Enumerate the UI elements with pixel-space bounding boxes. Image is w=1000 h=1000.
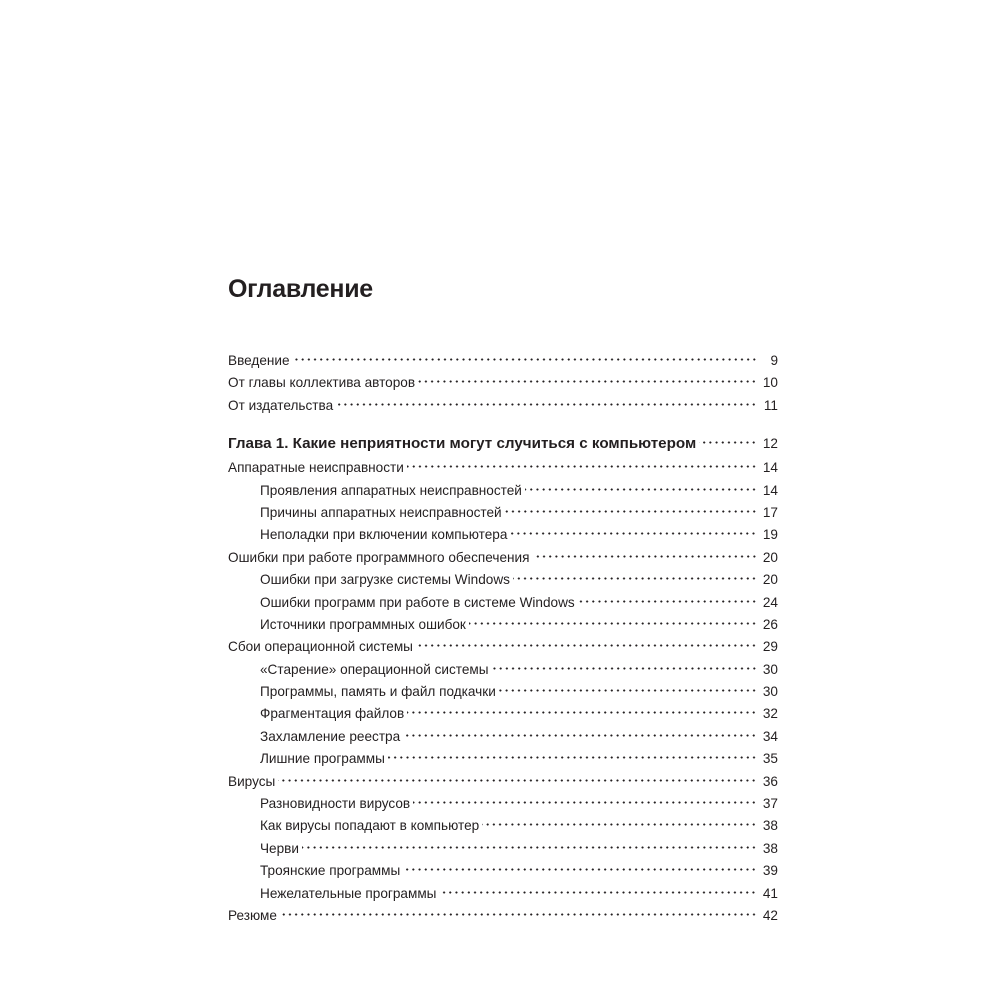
toc-entry-label: От главы коллектива авторов [228,375,416,391]
dot-leader [336,403,757,406]
toc-entry-label: Вирусы [228,773,276,789]
dot-leader [525,488,757,491]
dot-leader [407,711,757,714]
page-title: Оглавление [228,275,373,303]
toc-page-number: 19 [762,527,778,543]
dot-leader [505,510,757,513]
dot-leader [482,823,757,826]
dot-leader [533,555,758,558]
toc-page-number: 17 [762,504,778,520]
toc-page-number: 30 [762,684,778,700]
toc-page-number: 30 [762,661,778,677]
toc-page-number: 14 [762,460,778,476]
dot-leader [416,644,757,647]
toc-entry-label: Источники программных ошибок [260,616,466,632]
toc-subsection[interactable] [228,883,778,905]
toc-page-number: 38 [762,840,778,856]
dot-leader [439,891,757,894]
dot-leader [280,913,757,916]
toc-entry-label: Сбои операционной системы [228,639,413,655]
toc-section-software-errors[interactable] [228,547,778,569]
toc-subsection[interactable] [228,860,778,882]
toc-entry-label: Лишние программы [260,751,385,767]
toc-entry-label: Нежелательные программы [260,885,437,901]
toc-entry-label: Ошибки программ при работе в системе Windows [260,594,575,610]
toc-page-number: 9 [770,353,778,368]
toc-page-number: 11 [763,397,778,413]
dot-leader [499,689,757,692]
toc-entry-label: Аппаратные неисправности [228,460,404,476]
toc-page-number: 35 [762,751,778,767]
toc-page-number: 20 [762,549,778,565]
toc-page-number: 42 [762,907,778,923]
toc-page-number: 32 [762,706,778,722]
toc-page-number: 10 [762,375,778,391]
dot-leader [578,600,757,603]
toc-entry-label: Введение [228,353,290,368]
toc-subsection[interactable] [228,659,778,681]
toc-entry-label: Проявления аппаратных неисправностей [260,482,522,498]
toc-entry-label: Программы, память и файл подкачки [260,684,496,700]
toc-entry-introduction[interactable] [228,350,778,372]
toc-entry-label: Захламление реестра [260,728,401,744]
dot-leader [699,441,757,444]
dot-leader [293,358,757,361]
dot-leader [510,532,757,535]
toc-section-hardware-faults[interactable] [228,457,778,479]
toc-page-number: 24 [762,594,778,610]
dot-leader [469,622,757,625]
toc-page-number: 20 [762,572,778,588]
toc-page-number: 26 [762,616,778,632]
toc-chapter-label: Глава 1. Какие неприятности могут случиться с компьютером [228,435,697,453]
toc-subsection[interactable] [228,815,778,837]
toc-entry-label: Троянские программы [260,863,401,879]
toc-entry-label: Черви [260,840,299,856]
dot-leader [413,801,757,804]
toc-entry-label: От издательства [228,397,334,413]
toc-entry-label: «Старение» операционной системы [260,661,489,677]
toc-entry-label: Ошибки при работе программного обеспечения [228,549,530,565]
toc-section-os-failures[interactable] [228,636,778,658]
toc-page-number: 37 [762,796,778,812]
dot-leader [403,868,757,871]
dot-leader [418,380,757,383]
toc-page-number: 29 [762,639,778,655]
toc-chapter-1[interactable] [228,431,778,457]
toc-section-viruses[interactable] [228,771,778,793]
toc-subsection[interactable] [228,681,778,703]
toc-entry-label: Неполадки при включении компьютера [260,527,508,543]
toc-subsection[interactable] [228,703,778,725]
dot-leader [388,756,757,759]
toc-entry-label: Разновидности вирусов [260,796,411,812]
toc-entry-label: Резюме [228,907,277,923]
dot-leader [513,577,757,580]
toc-subsection[interactable] [228,502,778,524]
dot-leader [407,465,757,468]
toc-page-number: 14 [762,482,778,498]
toc-subsection[interactable] [228,592,778,614]
toc-entry-from-lead-author[interactable] [228,372,778,394]
toc-entry-label: Ошибки при загрузке системы Windows [260,572,510,588]
dot-leader [302,846,757,849]
toc-page-number: 36 [762,773,778,789]
dot-leader [278,779,757,782]
table-of-contents [228,350,778,927]
toc-entry-label: Фрагментация файлов [260,706,405,722]
dot-leader [492,667,757,670]
toc-page-number: 34 [762,728,778,744]
toc-entry-label: Как вирусы попадают в компьютер [260,818,480,834]
toc-page-number: 39 [762,863,778,879]
toc-page-number: 41 [762,885,778,901]
dot-leader [403,734,757,737]
toc-subsection[interactable] [228,793,778,815]
toc-subsection[interactable] [228,524,778,546]
toc-subsection[interactable] [228,748,778,770]
toc-subsection[interactable] [228,838,778,860]
toc-page-number: 38 [762,818,778,834]
toc-section-summary[interactable] [228,905,778,927]
toc-subsection[interactable] [228,726,778,748]
toc-subsection[interactable] [228,569,778,591]
toc-page-number: 12 [762,436,778,452]
toc-entry-label: Причины аппаратных неисправностей [260,504,502,520]
toc-entry-from-publisher[interactable] [228,395,778,417]
toc-subsection[interactable] [228,614,778,636]
toc-subsection[interactable] [228,480,778,502]
